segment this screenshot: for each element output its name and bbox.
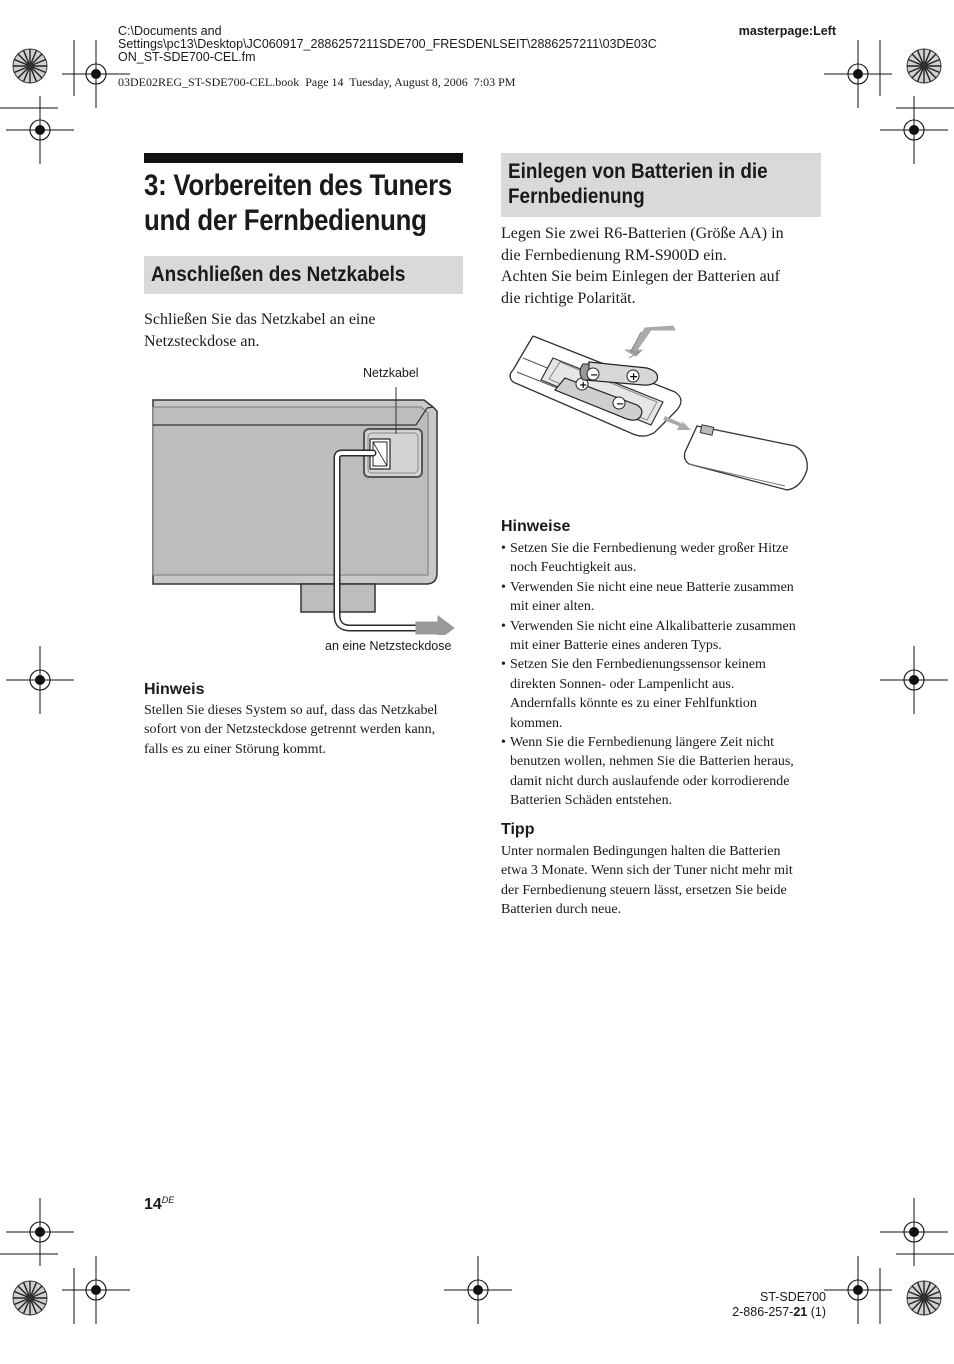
note-line: noch Feuchtigkeit aus.: [510, 560, 637, 576]
page-number: [144, 1195, 174, 1214]
note-line: falls es zu einer Störung kommt.: [144, 741, 326, 757]
note-item: [501, 733, 831, 811]
power-cable-illustration: [148, 385, 466, 635]
body-line: Netzsteckdose an.: [144, 332, 260, 350]
note-line: Stellen Sie dieses System so auf, dass das Netzkabel: [144, 703, 438, 718]
section-title-line-2: Fernbedienung: [508, 184, 645, 208]
page-title-line-2: und der Fernbedienung: [144, 204, 427, 237]
section-header-batteries: [501, 153, 821, 217]
note-line: sofort von der Netzsteckdose getrennt werden kann,: [144, 722, 436, 738]
note-line: • Setzen Sie die Fernbedienung weder großer Hitze: [510, 541, 789, 556]
body-line: die Fernbedienung RM-S900D ein.: [501, 246, 727, 264]
footer-model-info: [732, 1290, 826, 1320]
footer-code-prefix: 2-886-257-: [732, 1305, 794, 1319]
svg-text:−: −: [616, 399, 625, 410]
note-line: • Verwenden Sie nicht eine Alkalibatterie zusammen: [510, 618, 796, 634]
label-outlet: an eine Netzsteckdose: [325, 639, 452, 653]
tip-line: Unter normalen Bedingungen halten die Batterien: [501, 844, 781, 859]
body-line: Legen Sie zwei R6-Batterien (Größe AA) in: [501, 225, 784, 242]
section-title-line-1: Einlegen von Batterien in die: [508, 159, 768, 183]
svg-text:−: −: [590, 370, 599, 381]
notes-list: [501, 539, 831, 811]
svg-text:+: +: [629, 370, 639, 383]
note-line: Batterien Schäden entstehen.: [510, 793, 673, 809]
note-heading: Hinweis: [144, 681, 205, 698]
footer-code: [732, 1305, 826, 1320]
page-title: [144, 168, 452, 238]
masterpage-label: masterpage:Left: [738, 24, 836, 38]
footer-model: ST-SDE700: [759, 1290, 826, 1304]
note-line: kommen.: [510, 715, 563, 731]
title-rule: [144, 153, 463, 163]
note-item: [501, 617, 831, 656]
note-line: benutzen wollen, nehmen Sie die Batterien heraus,: [510, 754, 794, 770]
page-number-value: 14: [144, 1196, 162, 1213]
tip-line: etwa 3 Monate. Wenn sich der Tuner nicht mehr mit: [501, 863, 793, 879]
note-line: Andernfalls könnte es zu einer Fehlfunktion: [510, 696, 757, 712]
section-title-power-cable: Anschließen des Netzkabels: [151, 262, 406, 286]
battery-insertion-illustration: [505, 322, 815, 497]
tip-heading: Tipp: [501, 821, 535, 838]
tip-line: der Fernbedienung steuern lässt, ersetzen Sie beide: [501, 882, 787, 898]
notes-heading: Hinweise: [501, 518, 571, 535]
footer-code-suffix: (1): [807, 1305, 826, 1319]
page-title-line-1: 3: Vorbereiten des Tuners: [144, 169, 453, 202]
label-power-cable: Netzkabel: [363, 366, 419, 380]
svg-text:+: +: [579, 380, 588, 391]
note-line: • Setzen Sie den Fernbedienungssensor keinem: [510, 657, 766, 673]
note-item: [501, 539, 831, 578]
note-line: direkten Sonnen- oder Lampenlicht aus.: [510, 676, 735, 692]
body-line: Schließen Sie das Netzkabel an eine: [144, 311, 376, 328]
note-line: mit einer alten.: [510, 599, 595, 615]
note-line: mit einer Batterie eines anderen Typs.: [510, 638, 722, 654]
body-line: die richtige Polarität.: [501, 289, 636, 307]
footer-code-bold: 21: [793, 1305, 808, 1319]
section-header-power-cable: [144, 256, 463, 294]
note-text: [144, 701, 474, 759]
body-line: Achten Sie beim Einlegen der Batterien auf: [501, 268, 781, 285]
tip-line: Batterien durch neue.: [501, 902, 622, 918]
note-line: • Verwenden Sie nicht eine neue Batterie zusammen: [510, 579, 794, 595]
file-path-header: [118, 25, 657, 64]
section-title-batteries: [508, 159, 768, 209]
tip-text: [501, 842, 831, 920]
note-line: damit nicht durch auslaufende oder korrodierende: [510, 773, 790, 789]
note-item: [501, 578, 831, 617]
book-info-line: 03DE02REG_ST-SDE700-CEL.book Page 14 Tuesday, August 8, 2006 7:03 PM: [118, 75, 516, 89]
power-cable-instructions: [144, 309, 463, 352]
note-item: [501, 655, 831, 733]
note-line: • Wenn Sie die Fernbedienung längere Zeit nicht: [510, 735, 775, 751]
file-path-line-2: Settings\pc13\Desktop\JC060917_2886257211SDE700_FRESDENLSEIT\2886257211\03DE03C: [118, 37, 657, 51]
page-language-suffix: DE: [161, 1195, 175, 1205]
file-path-line-1: C:\Documents and: [118, 24, 222, 38]
file-path-line-3: ON_ST-SDE700-CEL.fm: [118, 50, 256, 64]
battery-instructions: [501, 223, 831, 309]
